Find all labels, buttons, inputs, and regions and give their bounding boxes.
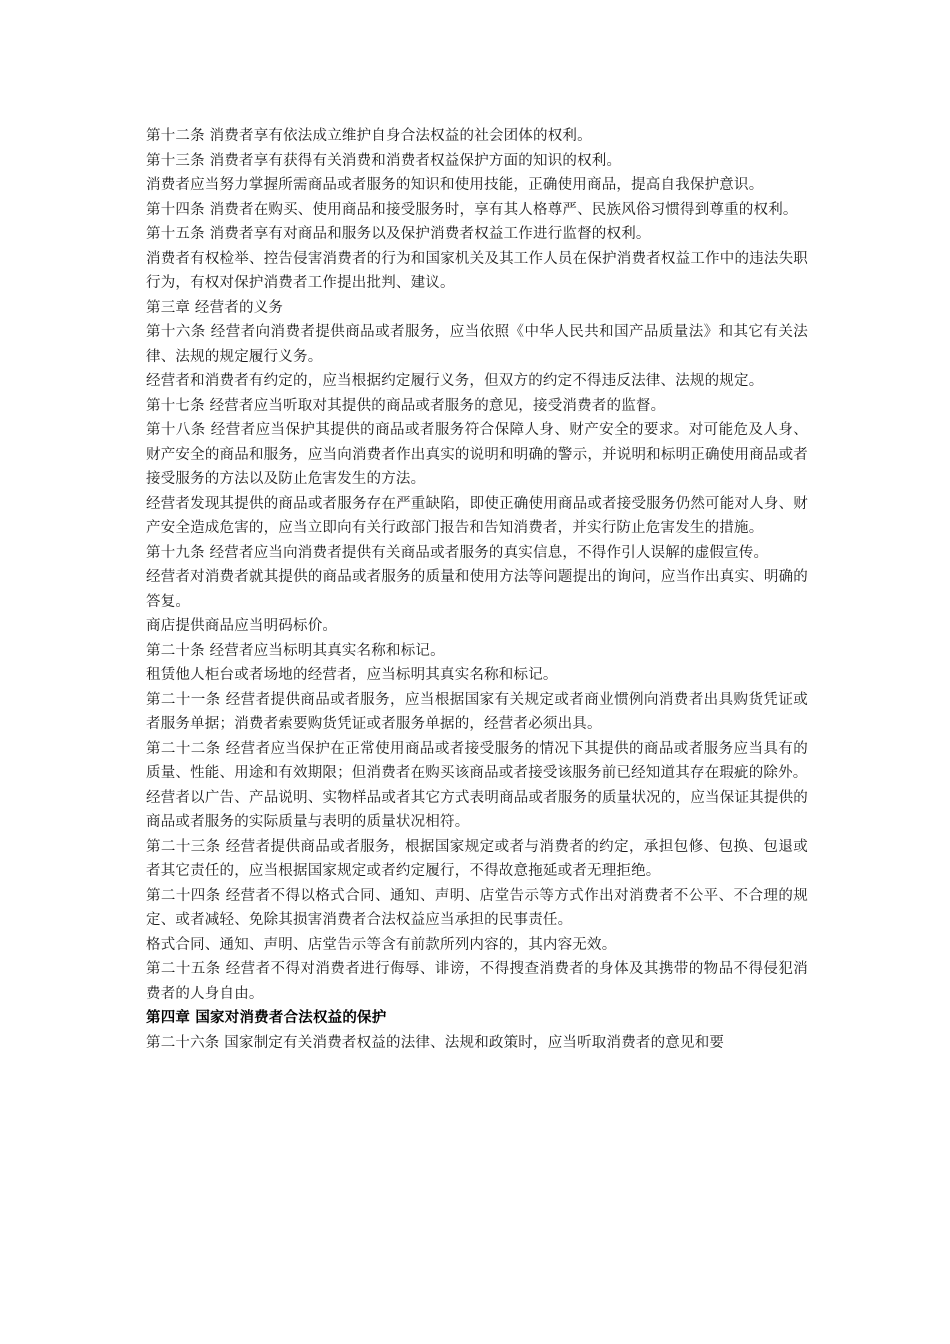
text-paragraph: 第二十五条 经营者不得对消费者进行侮辱、诽谤，不得搜查消费者的身体及其携带的物品不得侵犯消费者的人身自由。 <box>146 961 808 1002</box>
text-paragraph: 商店提供商品应当明码标价。 <box>146 618 338 634</box>
text-paragraph: 消费者应当努力掌握所需商品或者服务的知识和使用技能，正确使用商品，提高自我保护意识。 <box>146 177 764 193</box>
text-paragraph: 第二十条 经营者应当标明其真实名称和标记。 <box>146 642 445 659</box>
text-paragraph: 第十七条 经营者应当听取对其提供的商品或者服务的意见，接受消费者的监督。 <box>146 397 666 414</box>
text-paragraph: 第十三条 消费者享有获得有关消费和消费者权益保护方面的知识的权利。 <box>146 152 622 169</box>
text-paragraph: 经营者发现其提供的商品或者服务存在严重缺陷，即使正确使用商品或者接受服务仍然可能对人身、财产安全造成危害的，应当立即向有关行政部门报告和告知消费者，并实行防止危害发生的措施。 <box>146 495 808 536</box>
text-paragraph: 第三章 经营者的义务 <box>146 299 284 316</box>
text-paragraph: 第十六条 经营者向消费者提供商品或者服务，应当依照《中华人民共和国产品质量法》和其它有关法律、法规的规定履行义务。 <box>146 324 808 365</box>
text-paragraph: 经营者以广告、产品说明、实物样品或者其它方式表明商品或者服务的质量状况的，应当保证其提供的商品或者服务的实际质量与表明的质量状况相符。 <box>146 789 808 830</box>
text-paragraph: 消费者有权检举、控告侵害消费者的行为和国家机关及其工作人员在保护消费者权益工作中的违法失职行为，有权对保护消费者工作提出批判、建议。 <box>146 250 808 291</box>
text-paragraph: 第十九条 经营者应当向消费者提供有关商品或者服务的真实信息，不得作引人误解的虚假宣传。 <box>146 544 769 561</box>
text-paragraph: 第十二条 消费者享有依法成立维护自身合法权益的社会团体的权利。 <box>146 128 592 144</box>
text-paragraph: 第二十二条 经营者应当保护在正常使用商品或者接受服务的情况下其提供的商品或者服务应当具有的质量、性能、用途和有效期限；但消费者在购买该商品或者接受该服务前已经知道其存在瑕疵的除外。 <box>146 740 808 781</box>
document-body <box>146 124 808 1055</box>
text-paragraph: 第二十四条 经营者不得以格式合同、通知、声明、店堂告示等方式作出对消费者不公平、不合理的规定、或者减轻、免除其损害消费者合法权益应当承担的民事责任。 <box>146 887 808 928</box>
text-paragraph: 经营者和消费者有约定的，应当根据约定履行义务，但双方的约定不得违反法律、法规的规定。 <box>146 373 764 389</box>
text-paragraph: 第二十三条 经营者提供商品或者服务，根据国家规定或者与消费者的约定，承担包修、包换、包退或者其它责任的，应当根据国家规定或者约定履行，不得故意拖延或者无理拒绝。 <box>146 838 808 879</box>
text-paragraph: 格式合同、通知、声明、店堂告示等含有前款所列内容的，其内容无效。 <box>146 936 617 953</box>
text-paragraph: 第二十六条 国家制定有关消费者权益的法律、法规和政策时，应当听取消费者的意见和要 <box>146 1034 725 1051</box>
text-paragraph: 租赁他人柜台或者场地的经营者，应当标明其真实名称和标记。 <box>146 667 558 683</box>
text-paragraph: 第十四条 消费者在购买、使用商品和接受服务时，享有其人格尊严、民族风俗习惯得到尊重的权利。 <box>146 201 798 218</box>
text-paragraph: 第二十一条 经营者提供商品或者服务，应当根据国家有关规定或者商业惯例向消费者出具购货凭证或者服务单据；消费者索要购货凭证或者服务单据的，经营者必须出具。 <box>146 691 808 732</box>
text-paragraph: 第十五条 消费者享有对商品和服务以及保护消费者权益工作进行监督的权利。 <box>146 226 651 242</box>
text-paragraph: 第十八条 经营者应当保护其提供的商品或者服务符合保障人身、财产安全的要求。对可能危及人身、财产安全的商品和服务，应当向消费者作出真实的说明和明确的警示，并说明和标明正确使用商品或者接受服务的方法以及防止危害发生的方法。 <box>146 422 808 487</box>
chapter-heading: 第四章 国家对消费者合法权益的保护 <box>146 1010 387 1026</box>
text-paragraph: 经营者对消费者就其提供的商品或者服务的质量和使用方法等问题提出的询问，应当作出真实、明确的答复。 <box>146 569 808 610</box>
